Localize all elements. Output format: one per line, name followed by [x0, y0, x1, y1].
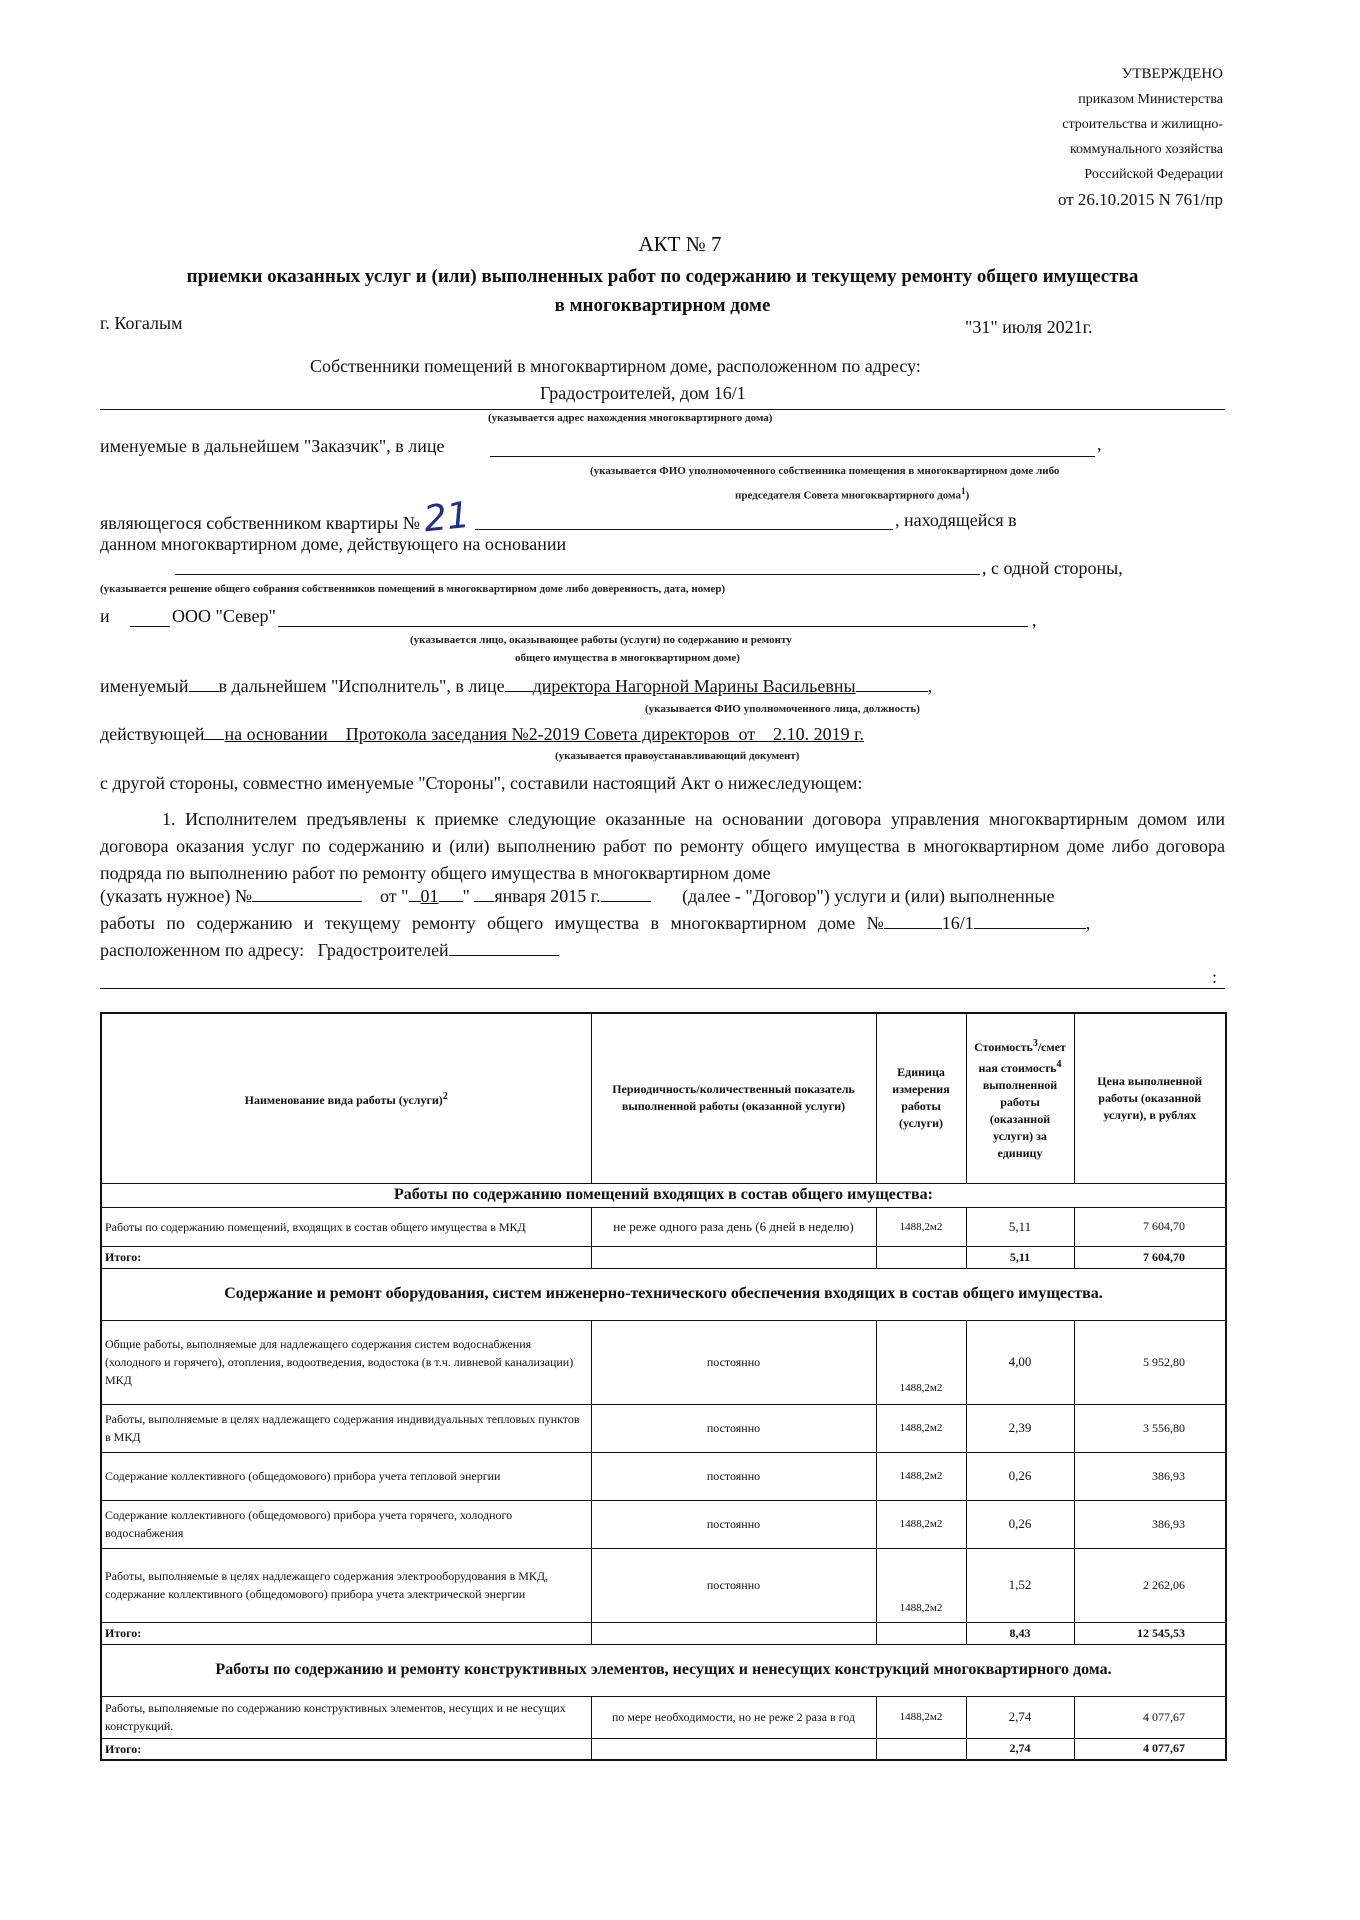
section-row	[101, 1183, 1226, 1207]
cell-period: постоянно	[591, 1548, 876, 1622]
cell-name: Содержание коллективного (общедомового) прибора учета горячего, холодного водоснабжения	[101, 1500, 591, 1548]
cell-name: Работы по содержанию помещений, входящих в состав общего имущества в МКД	[101, 1207, 591, 1246]
basis-doc-caption: (указывается правоустанавливающий документ)	[555, 750, 800, 762]
section1-title: Работы по содержанию помещений входящих в состав общего имущества:	[101, 1183, 1226, 1207]
approved-line: приказом Министерства	[1078, 92, 1223, 107]
person-caption: (указывается ФИО уполномоченного лица, должность)	[645, 703, 920, 715]
col-cost-header: Стоимость$^3$/смет ная стоимость$^4$ выполненной работы (оказанной услуги) за единицу	[966, 1013, 1074, 1183]
cell-price: 3 556,80	[1074, 1404, 1226, 1452]
blank	[439, 901, 463, 902]
cell-period: по мере необходимости, но не реже 2 раза в год	[591, 1696, 876, 1738]
apartment-number-handwritten: 21	[421, 494, 472, 541]
customer-text: именуемые в дальнейшем "Заказчик", в лице	[100, 436, 445, 456]
section-row	[101, 1268, 1226, 1320]
act-title-line1: приемки оказанных услуг и (или) выполненных работ по содержанию и текущему ремонту общего имущества	[186, 266, 1139, 287]
cell-unit: 1488,2м2	[876, 1320, 966, 1404]
blank	[856, 691, 928, 692]
cell-period: постоянно	[591, 1404, 876, 1452]
cell-price: 5 952,80	[1074, 1320, 1226, 1404]
table-row	[101, 1320, 1226, 1404]
table-row	[101, 1548, 1226, 1622]
total-price: 12 545,53	[1074, 1622, 1226, 1644]
one-side: , с одной стороны,	[982, 558, 1123, 578]
act-title-line2: в многоквартирном доме	[554, 295, 771, 316]
approved-line: от 26.10.2015 N 761/пр	[1057, 190, 1223, 209]
cell-cost: 5,11	[966, 1207, 1074, 1246]
contractor-fill-line	[278, 626, 1028, 627]
customer-caption1: (указывается ФИО уполномоченного собственника помещения в многоквартирном доме либо	[590, 465, 1060, 477]
blank	[409, 901, 421, 902]
section2-title: Содержание и ремонт оборудования, систем инженерно-технического обеспечения входящих в состав общего имущества.	[101, 1268, 1226, 1320]
total-row	[101, 1738, 1226, 1760]
blank	[474, 901, 494, 902]
empty-cell	[876, 1738, 966, 1760]
fill-line	[130, 626, 170, 627]
cell-price: 386,93	[1074, 1452, 1226, 1500]
customer-caption2: председателя Совета многоквартирного дома$^1$)	[735, 486, 970, 502]
approved-line: УТВЕРЖДЕНО	[1121, 66, 1223, 82]
cell-name: Работы, выполняемые по содержанию конструктивных элементов, несущих и не несущих конструкций.	[101, 1696, 591, 1738]
empty-cell	[876, 1246, 966, 1268]
blank	[974, 928, 1086, 929]
owner-line	[100, 494, 474, 541]
section-row	[101, 1644, 1226, 1696]
located-text: расположенном по адресу:	[100, 940, 305, 960]
cell-price: 2 262,06	[1074, 1548, 1226, 1622]
named-a: именуемый	[100, 676, 189, 696]
cell-period: постоянно	[591, 1320, 876, 1404]
cell-name: Работы, выполняемые в целях надлежащего содержания электрооборудования в МКД, содержание коллективного (общедомового) прибора учета электрической энергии	[101, 1548, 591, 1622]
contractor-person: директора Нагорной Марины Васильевны	[532, 676, 856, 696]
cell-cost: 0,26	[966, 1500, 1074, 1548]
clause1-paragraph	[100, 806, 1225, 887]
contractor-caption1: (указывается лицо, оказывающее работы (услуги) по содержанию и ремонту	[410, 634, 792, 646]
named-b: в дальнейшем "Исполнитель", в лице	[218, 676, 505, 696]
blank	[204, 739, 224, 740]
customer-fill-line	[490, 456, 1095, 457]
total-cost: 5,11	[966, 1246, 1074, 1268]
blank	[189, 691, 219, 692]
cell-period: постоянно	[591, 1452, 876, 1500]
colon: :	[1212, 967, 1218, 987]
empty-cell	[876, 1622, 966, 1644]
act-date: "31" июля 2021г.	[965, 317, 1093, 337]
cell-cost: 2,74	[966, 1696, 1074, 1738]
contractor-caption2: общего имущества в многоквартирном доме)	[515, 652, 740, 664]
owner-fill-line	[475, 529, 893, 530]
approved-line: коммунального хозяйства	[1069, 142, 1223, 157]
total-cost: 2,74	[966, 1738, 1074, 1760]
contract-prefix: (указать нужное) №	[100, 886, 253, 906]
clause1-p2: работы по содержанию и текущему ремонту общего имущества в многоквартирном доме №	[100, 913, 884, 933]
blank	[601, 901, 651, 902]
cell-price: 4 077,67	[1074, 1696, 1226, 1738]
contract-month: января 2015 г.	[494, 886, 601, 906]
contract-from: от "	[380, 886, 409, 906]
cell-cost: 1,52	[966, 1548, 1074, 1622]
basis-line: данном многоквартирном доме, действующего на основании	[100, 534, 567, 554]
total-cost: 8,43	[966, 1622, 1074, 1644]
address-line	[100, 409, 1225, 410]
house-line: работы по содержанию и текущему ремонту общего имущества в многоквартирном доме № 16/1 ,	[100, 913, 1091, 933]
other-side: с другой стороны, совместно именуемые "Стороны", составили настоящий Акт о нижеследующем:	[100, 773, 863, 793]
blank	[449, 955, 559, 956]
table-header-row	[101, 1013, 1226, 1183]
empty-cell	[591, 1738, 876, 1760]
comma: ,	[1097, 434, 1102, 454]
acting-text: действующей	[100, 724, 205, 744]
blank	[252, 901, 362, 902]
total-price: 4 077,67	[1074, 1738, 1226, 1760]
place: г. Когалым	[100, 313, 183, 333]
total-row	[101, 1622, 1226, 1644]
comma: ,	[1032, 610, 1037, 630]
cell-unit: 1488,2м2	[876, 1500, 966, 1548]
total-row	[101, 1246, 1226, 1268]
approval-stamp-block	[1058, 62, 1223, 212]
contract-day: 01	[420, 886, 439, 906]
street-value: Градостроителей	[317, 940, 449, 960]
cell-period: постоянно	[591, 1500, 876, 1548]
basis-fill-line	[175, 574, 980, 575]
total-price: 7 604,70	[1074, 1246, 1226, 1268]
cell-cost: 2,39	[966, 1404, 1074, 1452]
empty-cell	[591, 1622, 876, 1644]
located-line	[100, 940, 559, 961]
owner-prefix: являющегося собственником квартиры №	[100, 513, 420, 533]
total-label: Итого:	[101, 1246, 591, 1268]
section3-title: Работы по содержанию и ремонту конструктивных элементов, несущих и ненесущих конструкций многоквартирного дома.	[101, 1644, 1226, 1696]
table-row	[101, 1207, 1226, 1246]
table-row	[101, 1696, 1226, 1738]
cell-period: не реже одного раза день (6 дней в неделю)	[591, 1207, 876, 1246]
cell-unit: 1488,2м2	[876, 1548, 966, 1622]
acting-line	[100, 724, 864, 745]
table-row	[101, 1500, 1226, 1548]
cell-unit: 1488,2м2	[876, 1696, 966, 1738]
cell-price: 7 604,70	[1074, 1207, 1226, 1246]
empty-cell	[591, 1246, 876, 1268]
blank	[505, 691, 533, 692]
cell-name: Общие работы, выполняемые для надлежащего содержания систем водоснабжения (холодного и горячего), отопления, водоотведения, водостока (в т.ч. ливневой канализации) МКД	[101, 1320, 591, 1404]
act-title	[100, 262, 1225, 320]
cell-unit: 1488,2м2	[876, 1207, 966, 1246]
col-price-header: Цена выполненной работы (оказанной услуги), в рублях	[1074, 1013, 1226, 1183]
table-row	[101, 1452, 1226, 1500]
cell-price: 386,93	[1074, 1500, 1226, 1548]
act-number: АКТ № 7	[638, 232, 722, 256]
approved-line: Российской Федерации	[1084, 167, 1223, 182]
blank	[884, 928, 942, 929]
contractor-basis: на основании Протокола заседания №2-2019 Совета директоров от 2.10. 2019 г.	[224, 724, 865, 744]
address-continuation-line	[100, 988, 1225, 989]
col-name-header: Наименование вида работы (услуги)$^2$	[101, 1013, 591, 1183]
cell-name: Работы, выполняемые в целях надлежащего содержания индивидуальных тепловых пунктов в МКД	[101, 1404, 591, 1452]
cell-unit: 1488,2м2	[876, 1404, 966, 1452]
address-caption: (указывается адрес нахождения многоквартирного дома)	[488, 412, 773, 424]
cell-unit: 1488,2м2	[876, 1452, 966, 1500]
house-number: 16/1	[941, 913, 974, 933]
contractor-name: ООО "Север"	[172, 606, 276, 626]
owners-text: Собственники помещений в многоквартирном доме, расположенном по адресу:	[310, 356, 921, 376]
owner-suffix: , находящейся в	[895, 510, 1017, 530]
cell-name: Содержание коллективного (общедомового) прибора учета тепловой энергии	[101, 1452, 591, 1500]
and-text: и	[100, 606, 110, 626]
address-value: Градостроителей, дом 16/1	[540, 383, 746, 403]
clause1-text: 1. Исполнителем предъявлены к приемке следующие оказанные на основании договора управления многоквартирным домом или договора оказания услуг по содержанию и (или) выполнению работ по ремонту общего имущества в многоквартирном доме либо договора подряда по выполнению работ по ремонту общего имущества в многоквартирном доме	[100, 809, 1225, 883]
contract-suffix: (далее - "Договор") услуги и (или) выполненные	[682, 886, 1055, 906]
cell-cost: 4,00	[966, 1320, 1074, 1404]
approved-line: строительства и жилищно-	[1062, 117, 1223, 132]
basis-caption: (указывается решение общего собрания собственников помещений в многоквартирном доме либо доверенность, дата, номер)	[100, 583, 726, 595]
total-label: Итого:	[101, 1738, 591, 1760]
col-unit-header: Единица измерения работы (услуги)	[876, 1013, 966, 1183]
col-period-header: Периодичность/количественный показатель выполненной работы (оказанной услуги)	[591, 1013, 876, 1183]
named-line: именуемый в дальнейшем "Исполнитель", в лице директора Нагорной Марины Васильевны ,	[100, 676, 933, 696]
cell-cost: 0,26	[966, 1452, 1074, 1500]
table-row	[101, 1404, 1226, 1452]
total-label: Итого:	[101, 1622, 591, 1644]
contract-line: (указать нужное) № от " 01 " января 2015 г. (далее - "Договор") услуги и (или) выполненные	[100, 886, 1055, 906]
works-table	[100, 1012, 1227, 1761]
